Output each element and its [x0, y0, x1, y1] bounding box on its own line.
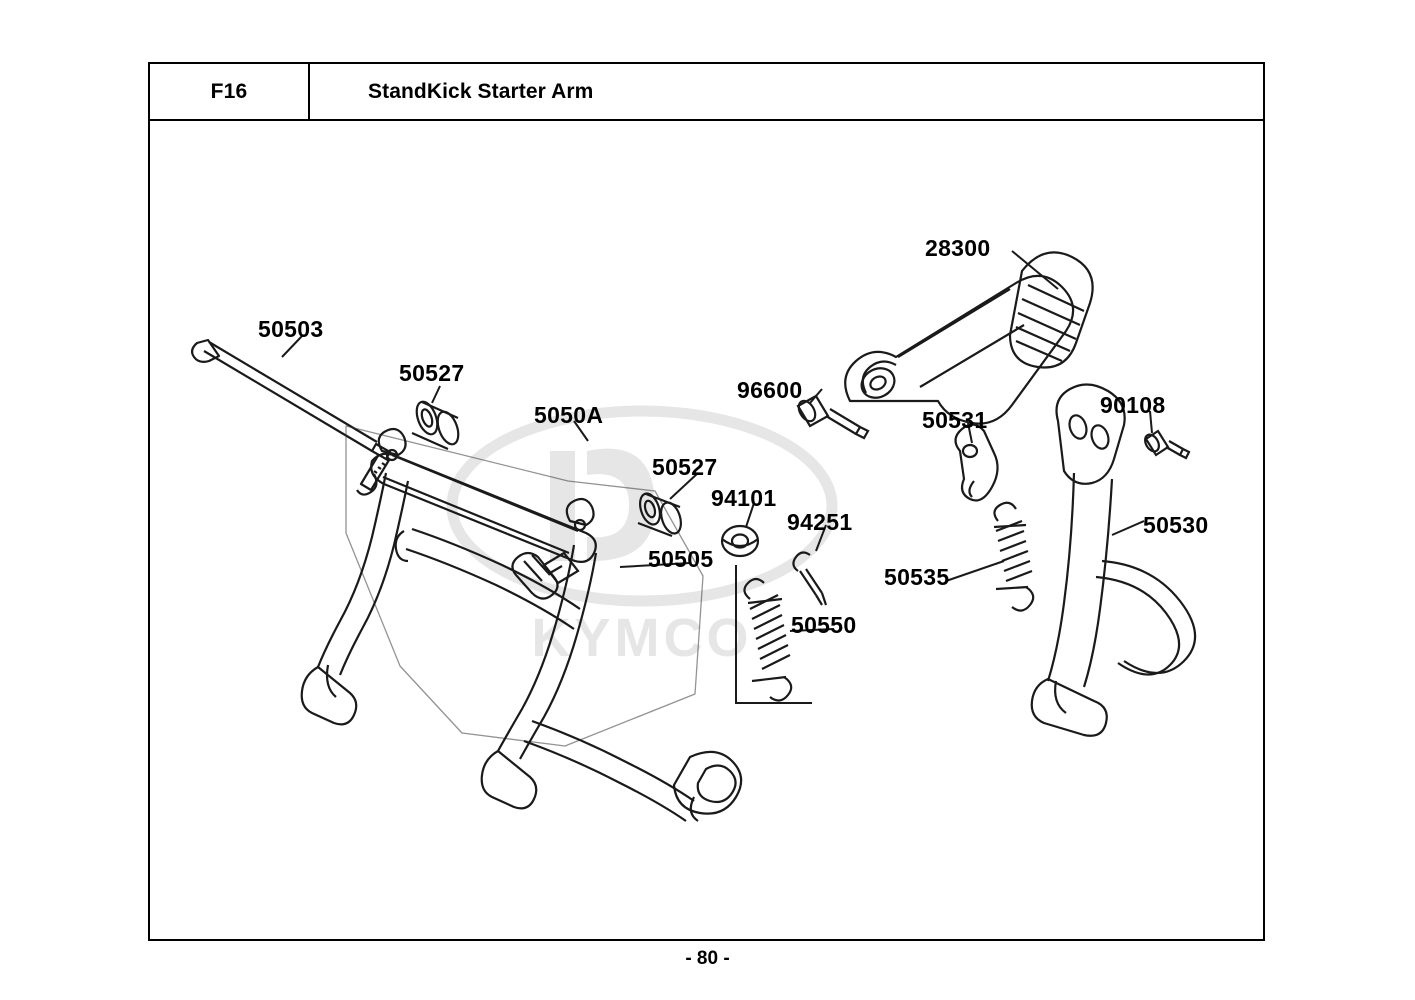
- part-50503-pivot-bolt: [192, 340, 390, 495]
- svg-text:KYMCO: KYMCO: [531, 608, 753, 668]
- diagram-frame: [148, 119, 1265, 941]
- callout-50531: 50531: [922, 407, 988, 433]
- callout-50535: 50535: [884, 564, 950, 590]
- callout-94101: 94101: [711, 485, 777, 511]
- callout-50527-left: 50527: [399, 360, 465, 386]
- part-96600-bolt: [795, 396, 868, 438]
- callout-50503: 50503: [258, 316, 324, 342]
- callout-50505: 50505: [648, 546, 714, 572]
- part-50530-side-stand: [1032, 384, 1195, 735]
- part-50527-bushing-left: [412, 399, 462, 449]
- callout-50550: 50550: [791, 612, 857, 638]
- diagram-code: F16: [210, 79, 248, 103]
- part-90108-bolt: [1142, 431, 1189, 458]
- callout-5050A: 5050A: [534, 402, 604, 428]
- part-50531-stand-hook: [955, 424, 997, 500]
- exploded-parts-drawing: [150, 121, 1263, 939]
- part-50535-spring: [994, 503, 1033, 611]
- callout-28300: 28300: [925, 235, 991, 261]
- callout-50530: 50530: [1143, 512, 1209, 538]
- page-number: - 80 -: [685, 948, 730, 969]
- part-28300-kick-starter-arm: [845, 252, 1092, 423]
- callout-94251: 94251: [787, 509, 853, 535]
- diagram-header: [148, 62, 1265, 119]
- diagram-title-cell: [310, 64, 1263, 119]
- page-title: StandKick Starter Arm: [368, 79, 594, 103]
- callout-96600: 96600: [737, 377, 803, 403]
- part-94101-washer: [722, 526, 758, 556]
- diagram-code-cell: [150, 64, 310, 119]
- callout-90108: 90108: [1100, 392, 1166, 418]
- callout-50527-mid: 50527: [652, 454, 718, 480]
